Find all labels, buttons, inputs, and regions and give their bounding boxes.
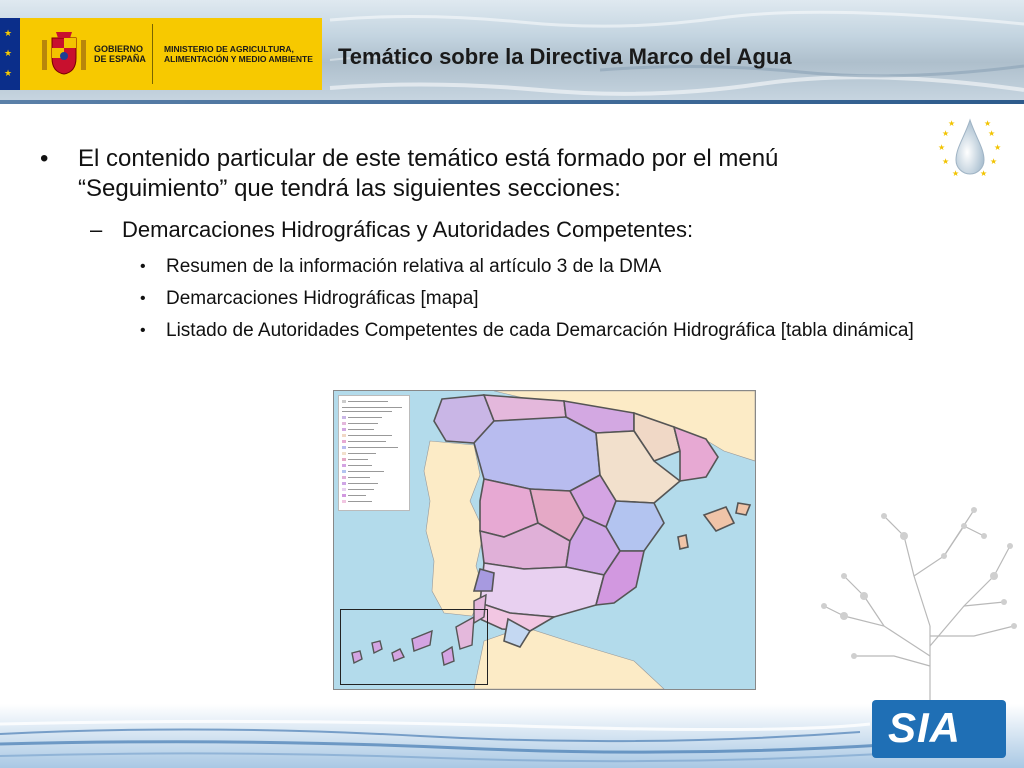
header-divider: [0, 100, 1024, 104]
svg-text:★: ★: [994, 143, 1002, 152]
tree-icon: [814, 506, 1022, 706]
svg-text:★: ★: [980, 169, 988, 178]
svg-text:★: ★: [938, 143, 946, 152]
eu-stripe: ★ ★ ★: [0, 18, 20, 90]
sia-logo-text: SIA: [888, 704, 962, 751]
map-legend: [338, 395, 410, 511]
svg-text:★: ★: [988, 129, 996, 138]
sia-logo-icon: [872, 700, 1006, 758]
svg-text:★: ★: [984, 119, 992, 128]
bullet-marker: •: [140, 322, 146, 339]
canary-islands-inset-icon: [340, 609, 488, 685]
bullet-text: Demarcaciones Hidrográficas [mapa]: [166, 288, 479, 309]
svg-text:★: ★: [990, 157, 998, 166]
bullet-marker: •: [40, 145, 49, 172]
svg-text:★: ★: [942, 157, 950, 166]
svg-text:★: ★: [942, 129, 950, 138]
page-title: Temático sobre la Directiva Marco del Agua: [338, 44, 792, 69]
coat-of-arms-icon: [38, 28, 90, 80]
logo-divider: [152, 24, 153, 84]
ministry-label: MINISTERIO DE AGRICULTURA, ALIMENTACIÓN Y MEDIO AMBIENTE: [164, 44, 313, 64]
hydrographic-map: [333, 390, 756, 690]
svg-text:★: ★: [952, 169, 960, 178]
bullet-text: Demarcaciones Hidrográficas y Autoridades Competentes:: [122, 217, 694, 242]
footer-waves: [0, 704, 1024, 768]
bullet-marker: •: [140, 258, 146, 275]
dash-marker: –: [90, 217, 103, 242]
bullet-text: Listado de Autoridades Competentes de cada Demarcación Hidrográfica [tabla dinámica]: [166, 320, 914, 341]
svg-text:★: ★: [948, 119, 956, 128]
water-drop-stars-icon: [934, 116, 1006, 188]
bullet-text: El contenido particular de este temático está formado por el menú “Seguimiento” que tendrá las siguientes secciones:: [78, 145, 779, 202]
government-label: GOBIERNO DE ESPAÑA: [94, 44, 146, 64]
bullet-marker: •: [140, 290, 146, 307]
bullet-text: Resumen de la información relativa al artículo 3 de la DMA: [166, 256, 662, 277]
